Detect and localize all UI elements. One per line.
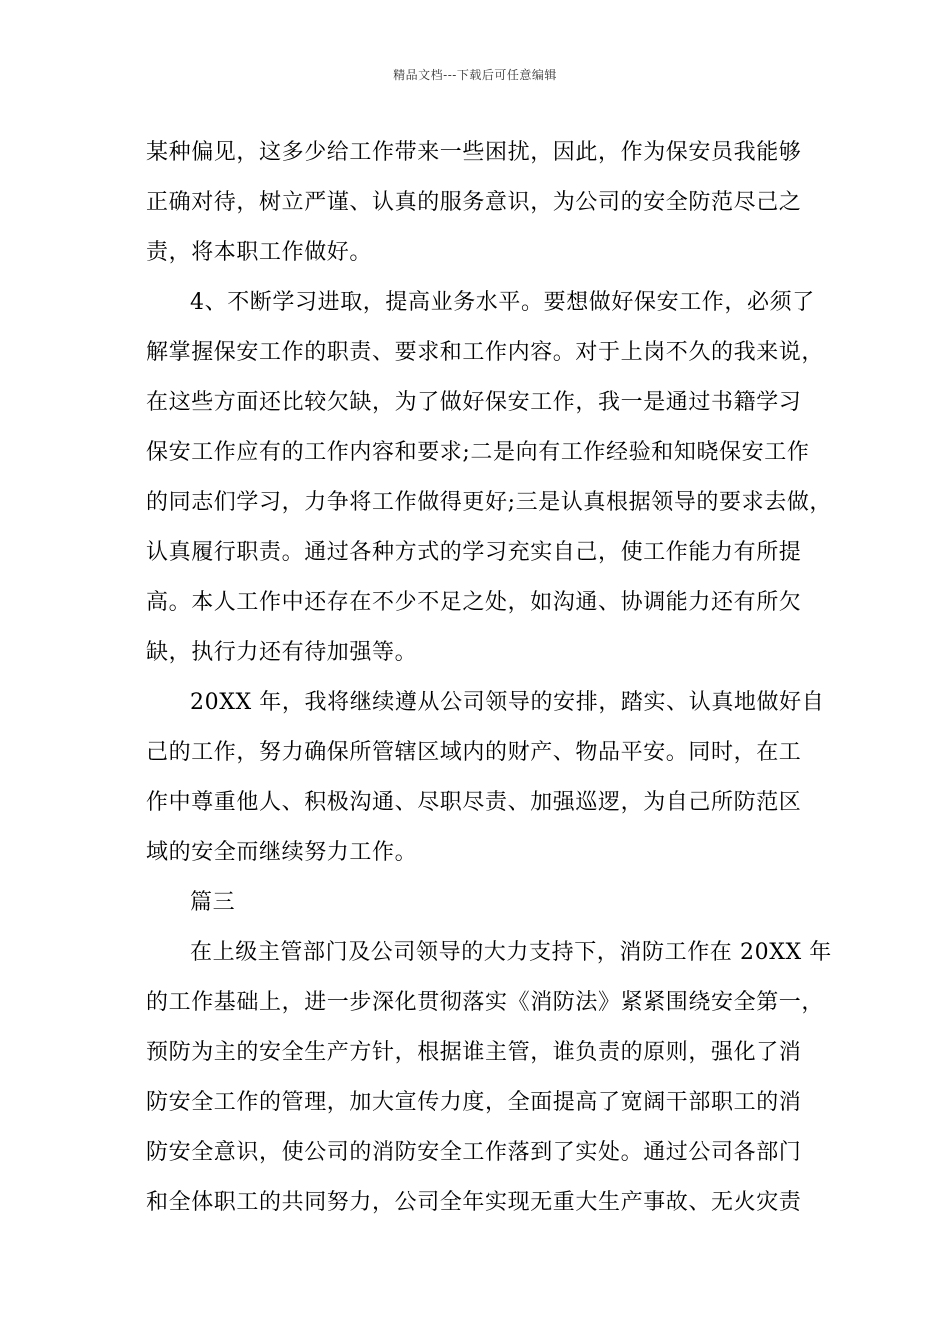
body-line: 解掌握保安工作的职责、要求和工作内容。对于上岗不久的我来说，: [146, 340, 825, 365]
body-line: 责，将本职工作做好。: [146, 240, 373, 265]
page-header: 精品文档---下载后可任意编辑: [393, 68, 557, 82]
body-line: 防安全意识，使公司的消防安全工作落到了实处。通过公司各部门: [146, 1140, 802, 1165]
body-line: 保安工作应有的工作内容和要求;二是向有工作经验和知晓保安工作: [146, 440, 810, 465]
paragraph-start-line: 在上级主管部门及公司领导的大力支持下，消防工作在 20XX 年: [190, 940, 832, 965]
paragraph-start-line: 4、不断学习进取，提高业务水平。要想做好保安工作，必须了: [190, 290, 815, 315]
paragraph-start-line: 20XX 年，我将继续遵从公司领导的安排，踏实、认真地做好自: [190, 690, 825, 715]
document-body: [146, 128, 833, 1228]
body-line: 和全体职工的共同努力，公司全年实现无重大生产事故、无火灾责: [146, 1190, 802, 1215]
body-line: 缺，执行力还有待加强等。: [146, 640, 418, 665]
body-line: 的工作基础上，进一步深化贯彻落实《消防法》紧紧围绕安全第一，: [146, 990, 825, 1015]
body-line: 己的工作，努力确保所管辖区域内的财产、物品平安。同时，在工: [146, 740, 802, 765]
section-heading: 篇三: [190, 890, 236, 915]
body-line: 高。本人工作中还存在不少不足之处，如沟通、协调能力还有所欠: [146, 590, 802, 615]
body-line: 正确对待，树立严谨、认真的服务意识，为公司的安全防范尽己之: [146, 190, 802, 215]
body-line: 作中尊重他人、积极沟通、尽职尽责、加强巡逻，为自己所防范区: [146, 790, 802, 815]
body-line: 在这些方面还比较欠缺，为了做好保安工作，我一是通过书籍学习: [146, 390, 802, 415]
body-line: 的同志们学习，力争将工作做得更好;三是认真根据领导的要求去做，: [146, 490, 833, 515]
body-line: 认真履行职责。通过各种方式的学习充实自己，使工作能力有所提: [146, 540, 802, 565]
body-line: 域的安全而继续努力工作。: [146, 840, 418, 865]
body-line: 防安全工作的管理，加大宣传力度，全面提高了宽阔干部职工的消: [146, 1090, 802, 1115]
body-line: 某种偏见，这多少给工作带来一些困扰，因此，作为保安员我能够: [146, 140, 802, 165]
body-line: 预防为主的安全生产方针，根据谁主管，谁负责的原则，强化了消: [146, 1040, 802, 1065]
